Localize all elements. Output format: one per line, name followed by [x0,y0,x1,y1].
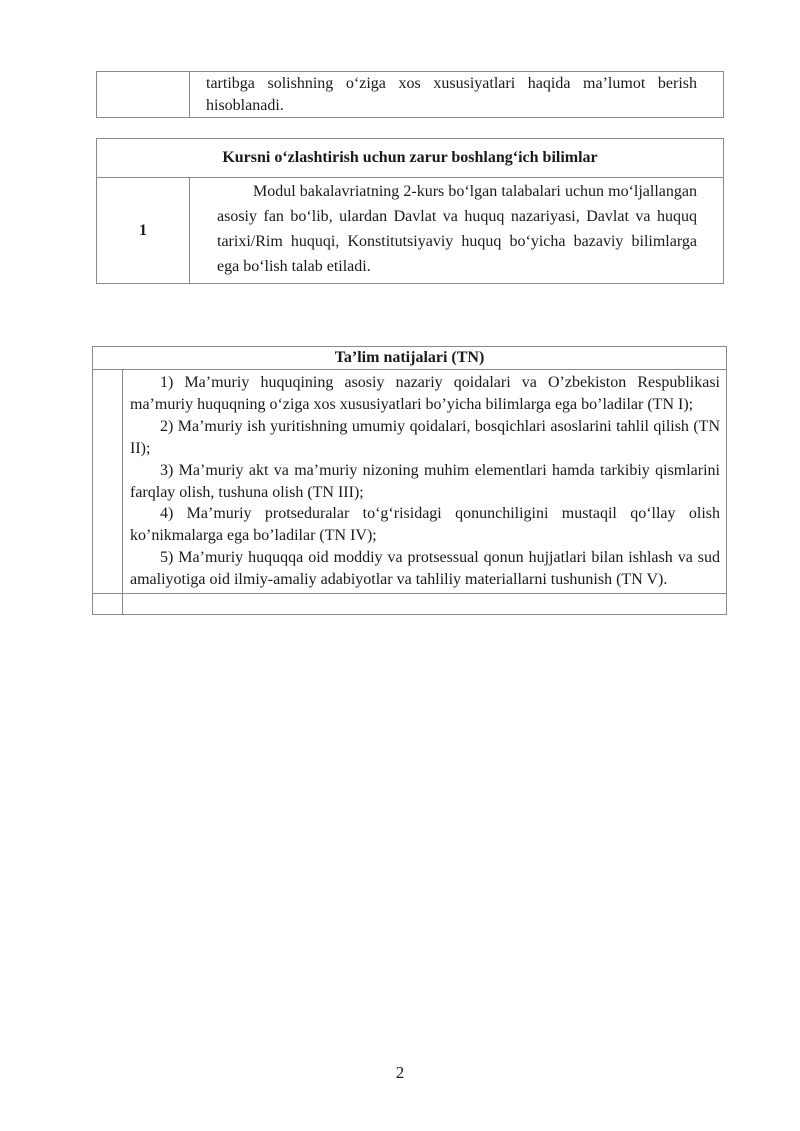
learning-outcomes-list [123,370,727,594]
learning-outcomes-table [92,346,727,615]
learning-outcome-item: 4) Ma’muriy protseduralar to‘g‘risidagi qonunchiligini mustaqil qo‘llay olish ko’nikmalarga ega bo’ladilar (TN IV); [130,505,720,545]
prerequisites-title: Kursni o‘zlashtirish uchun zarur boshlang‘ich bilimlar [97,139,724,178]
empty-cell [93,594,123,615]
prerequisites-text: Modul bakalavriatning 2-kurs bo‘lgan talabalari uchun mo‘ljallangan asosiy fan bo‘lib, ulardan Davlat va huquq nazariyasi, Davlat va huquq tarixi/Rim huquqi, Konstitutsiyaviy huquq bo‘yicha bazaviy bilimlarga ega bo‘lish talab etiladi. [217,183,697,275]
page-number: 2 [395,1063,405,1082]
learning-outcome-item: 3) Ma’muriy akt va ma’muriy nizoning muhim elementlari hamda tarkibiy qismlarini farqlay olish, tushuna olish (TN III); [130,461,720,501]
prerequisites-row-number: 1 [97,178,190,284]
prerequisites-cell [190,178,724,284]
learning-outcome-item: 1) Ma’muriy huquqining asosiy nazariy qoidalari va O’zbekiston Respublikasi ma’muriy huquqning o‘ziga xos xususiyatlari bo’yicha bilimlarga ega bo’ladilar (TN I); [130,374,720,413]
empty-cell [123,594,727,615]
continuation-table [96,71,724,118]
learning-outcome-item: 5) Ma’muriy huquqqa oid moddiy va protsessual qonun hujjatlari bilan ishlash va sud amaliyotiga oid ilmiy-amaliy adabiyotlar va tahliliy materiallarni tushunish (TN V). [130,549,720,589]
empty-number-cell [97,72,190,118]
empty-number-cell [93,370,123,594]
learning-outcomes-title: Ta’lim natijalari (TN) [93,347,727,370]
prerequisites-table [96,138,724,284]
learning-outcome-item: 2) Ma’muriy ish yuritishning umumiy qoidalari, bosqichlari asoslarini tahlil qilish (TN II); [130,417,720,457]
continuation-text: tartibga solishning o‘ziga xos xususiyatlari haqida ma’lumot berish hisoblanadi. [190,72,724,118]
